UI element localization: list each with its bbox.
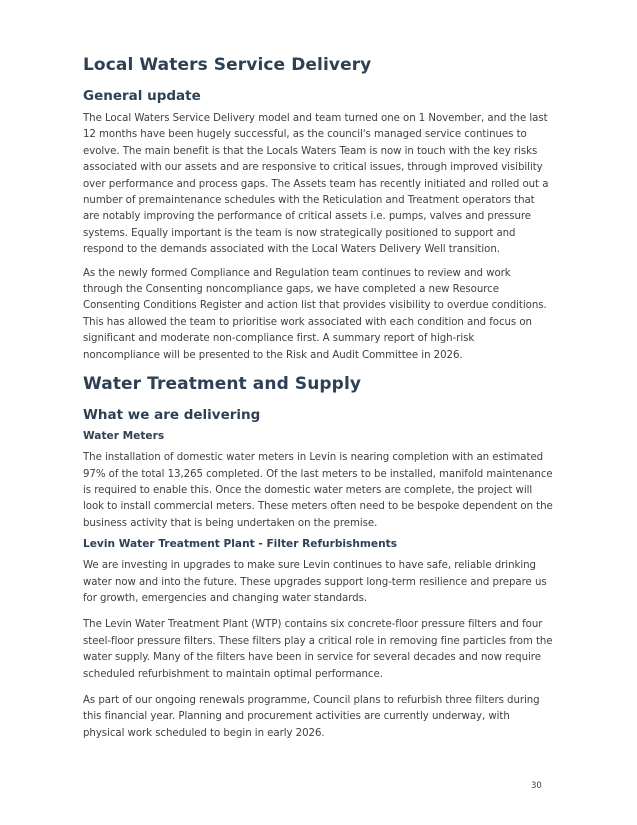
subheading-what-we-are-delivering: What we are delivering (83, 407, 261, 424)
paragraph-levin-wtp-3: As part of our ongoing renewals programme, Council plans to refurbish three filters during this financial year. Planning and procurement activities are currently underway, with physical work scheduled to begin in early 2026. (83, 694, 540, 739)
subheading-general-update: General update (83, 88, 201, 104)
paragraph-levin-wtp-1: We are investing in upgrades to make sure Levin continues to have safe, reliable drinking water now and into the future. These upgrades support long-term resilience and prepare us for growth, emergencies and changing water standards. (83, 560, 547, 604)
paragraph-general-update-1: The Local Waters Service Delivery model and team turned one on 1 November, and the last 12 months have been hugely successful, as the council's managed service continues to evolve. The main benefit is that the Locals Waters Team is now in touch with the key risks associated with our assets and are responsive to critical issues, through improved visibility over performance and process gaps. The Assets team has recently initiated and rolled out a number of premaintenance schedules with the Reticulation and Treatment operators that are notably improving the performance of critical assets i.e. pumps, valves and pressure systems. Equally important is the team is now strategically positioned to support and respond to the demands associated with the Local Waters Delivery Well transition. (83, 113, 549, 256)
page-number: 30 (531, 781, 542, 791)
section-title-local-waters: Local Waters Service Delivery (83, 55, 372, 75)
section-title-water-treatment: Water Treatment and Supply (83, 374, 362, 395)
document-page (83, 54, 553, 742)
paragraph-levin-wtp-2: The Levin Water Treatment Plant (WTP) contains six concrete-floor pressure filters and four steel-floor pressure filters. These filters play a critical role in removing fine particles from the water supply. Many of the filters have been in service for several decades and now require scheduled refurbishment to maintain optimal performance. (83, 619, 553, 680)
heading-levin-wtp-filter-refurbishments: Levin Water Treatment Plant - Filter Refurbishments (83, 538, 398, 551)
paragraph-water-meters: The installation of domestic water meters in Levin is nearing completion with an estimated 97% of the total 13,265 completed. Of the last meters to be installed, manifold maintenance is required to enable this. Once the domestic water meters are complete, the project will look to install commercial meters. These meters often need to be bespoke dependent on the business activity that is being undertaken on the premise. (83, 452, 553, 529)
paragraph-general-update-2: As the newly formed Compliance and Regulation team continues to review and work through the Consenting noncompliance gaps, we have completed a new Resource Consenting Conditions Register and action list that provides visibility to overdue conditions. This has allowed the team to prioritise work associated with each condition and focus on significant and moderate non-compliance first. A summary report of high-risk noncompliance will be presented to the Risk and Audit Committee in 2026. (83, 267, 547, 361)
heading-water-meters: Water Meters (83, 430, 165, 443)
